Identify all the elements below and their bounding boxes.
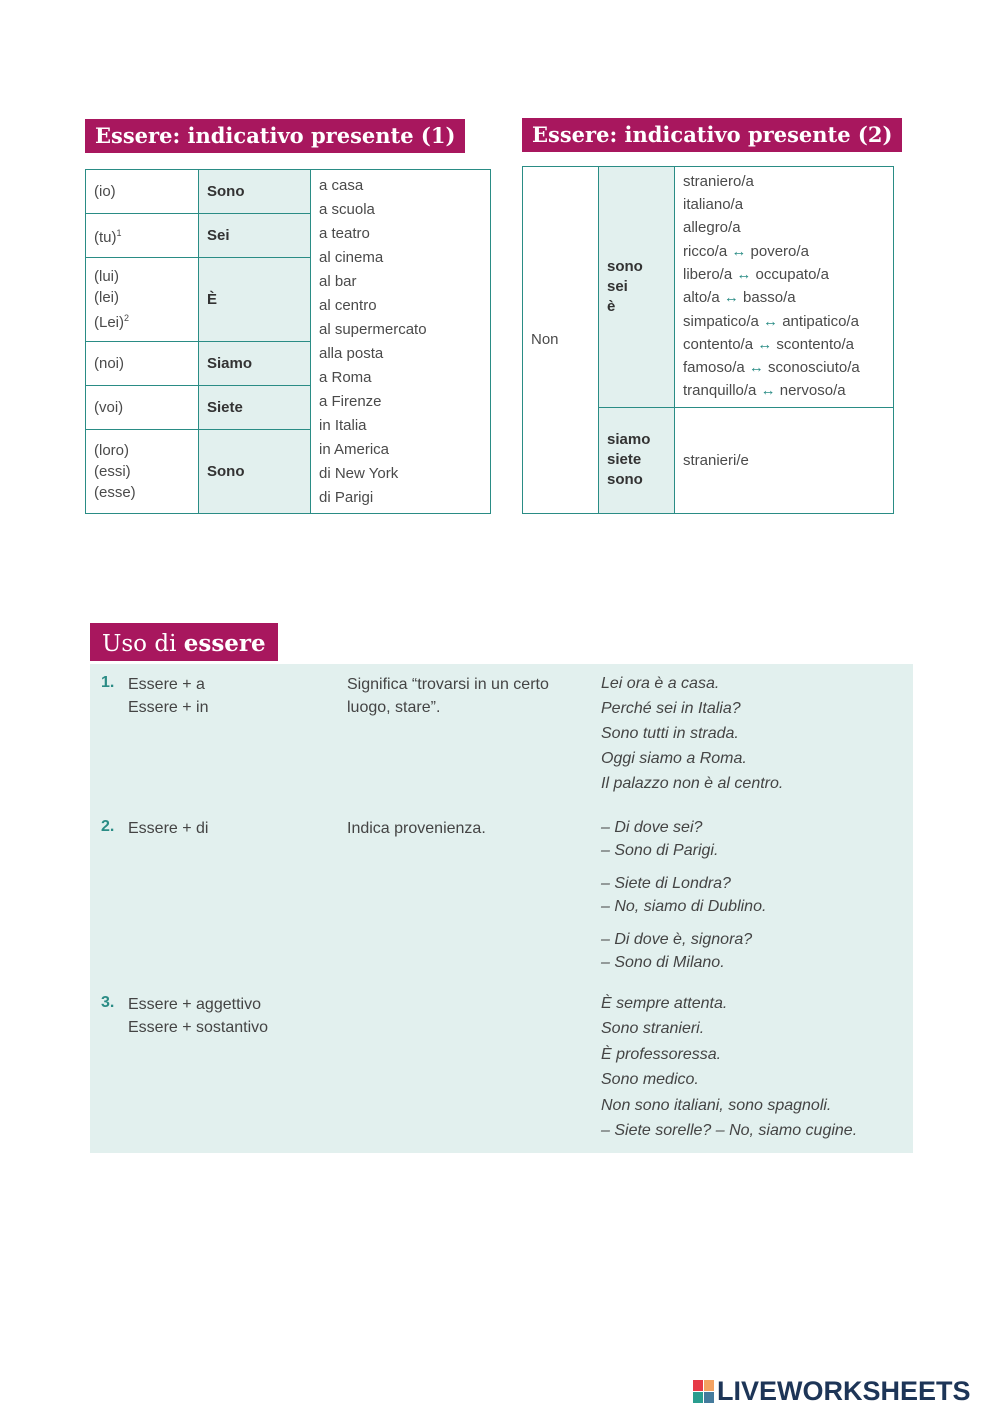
table2-title: Essere: indicativo presente (2) <box>522 118 902 152</box>
pronoun-io: (io) <box>94 182 116 200</box>
example-sentence: Perché sei in Italia? <box>601 700 741 717</box>
plural-verbs: siamo siete sono <box>607 431 651 488</box>
singular-verbs: sono sei è <box>607 257 643 315</box>
example-sentence: Sono tutti in strada. <box>601 725 739 742</box>
pronoun-voi: (voi) <box>94 398 124 416</box>
place-item: a casa <box>319 177 364 194</box>
uso-panel <box>90 664 913 1153</box>
place-item: a scuola <box>319 201 375 218</box>
verb-siamo: Siamo <box>207 354 253 372</box>
verb-sono-io: Sono <box>207 182 245 200</box>
adjective-item: straniero/a <box>683 173 754 190</box>
adjective-item: alto/a ↔ basso/a <box>683 289 796 306</box>
example-sentence: – Siete di Londra? <box>601 875 731 892</box>
verb-sono-loro: Sono <box>207 462 245 480</box>
place-item: al cinema <box>319 249 384 266</box>
example-sentence: – Sono di Parigi. <box>601 842 719 859</box>
place-item: di New York <box>319 465 399 482</box>
uso-meaning: Indica provenienza. <box>347 820 486 837</box>
adjective-item: allegro/a <box>683 219 741 236</box>
place-item: in America <box>319 441 390 458</box>
example-sentence: – No, siamo di Dublino. <box>601 898 767 915</box>
pronoun-tu: (tu)$^1$ <box>94 227 122 246</box>
table1-title: Essere: indicativo presente (1) <box>85 119 465 153</box>
logo-text: LIVEWORKSHEETS <box>717 1376 971 1406</box>
uso-form: Essere + in <box>128 699 209 716</box>
pronoun-lui-lei: (lui) (lei) (Lei)$^2$ <box>94 267 130 331</box>
example-sentence: Il palazzo non è al centro. <box>601 775 784 792</box>
negation-non: Non <box>531 331 559 348</box>
example-sentence: – Sono di Milano. <box>601 954 725 971</box>
example-sentence: È sempre attenta. <box>601 995 728 1012</box>
uso-meaning: Significa “trovarsi in un certo <box>347 676 549 693</box>
verb-e: È <box>207 290 218 308</box>
conjugation-table-1 <box>85 169 491 514</box>
verb-siete: Siete <box>207 398 243 416</box>
example-sentence: È professoressa. <box>601 1046 722 1063</box>
uso-title: Uso di essere <box>90 623 278 661</box>
example-sentence: Non sono italiani, sono spagnoli. <box>601 1097 832 1114</box>
place-item: al centro <box>319 297 377 314</box>
example-sentence: – Di dove sei? <box>601 819 703 836</box>
plural-adjective: stranieri/e <box>683 451 749 469</box>
example-sentence: – Di dove è, signora? <box>601 931 753 948</box>
example-sentence: Lei ora è a casa. <box>601 675 720 692</box>
example-sentence: Oggi siamo a Roma. <box>601 750 747 767</box>
adjective-item: contento/a ↔ scontento/a <box>683 336 854 353</box>
pronoun-loro: (loro) (essi) (esse) <box>94 441 136 501</box>
adjective-item: ricco/a ↔ povero/a <box>683 243 809 260</box>
place-item: alla posta <box>319 345 384 362</box>
adjective-item: famoso/a ↔ sconosciuto/a <box>683 359 860 376</box>
uso-meaning: luogo, stare”. <box>347 699 441 716</box>
uso-form: Essere + a <box>128 676 205 693</box>
uso-form: Essere + sostantivo <box>128 1019 269 1036</box>
example-sentence: Sono medico. <box>601 1071 699 1088</box>
adjective-item: italiano/a <box>683 196 744 213</box>
pronoun-noi: (noi) <box>94 354 125 372</box>
liveworksheets-logo[interactable] <box>693 1376 971 1407</box>
uso-form: Essere + aggettivo <box>128 996 261 1013</box>
example-sentence: Sono stranieri. <box>601 1020 705 1037</box>
adjective-item: simpatico/a ↔ antipatico/a <box>683 313 859 330</box>
place-item: in Italia <box>319 417 367 434</box>
place-item: a teatro <box>319 225 370 242</box>
uso-form: Essere + di <box>128 820 209 837</box>
place-item: al bar <box>319 273 357 290</box>
place-item: a Firenze <box>319 393 382 410</box>
verb-sei: Sei <box>207 226 230 244</box>
place-item: di Parigi <box>319 489 374 506</box>
place-item: a Roma <box>319 369 372 386</box>
adjective-item: libero/a ↔ occupato/a <box>683 266 829 283</box>
place-item: al supermercato <box>319 321 427 338</box>
adjective-item: tranquillo/a ↔ nervoso/a <box>683 382 846 399</box>
example-sentence: – Siete sorelle? – No, siamo cugine. <box>601 1122 858 1139</box>
logo-icon <box>693 1380 714 1403</box>
conjugation-table-2 <box>522 166 894 514</box>
